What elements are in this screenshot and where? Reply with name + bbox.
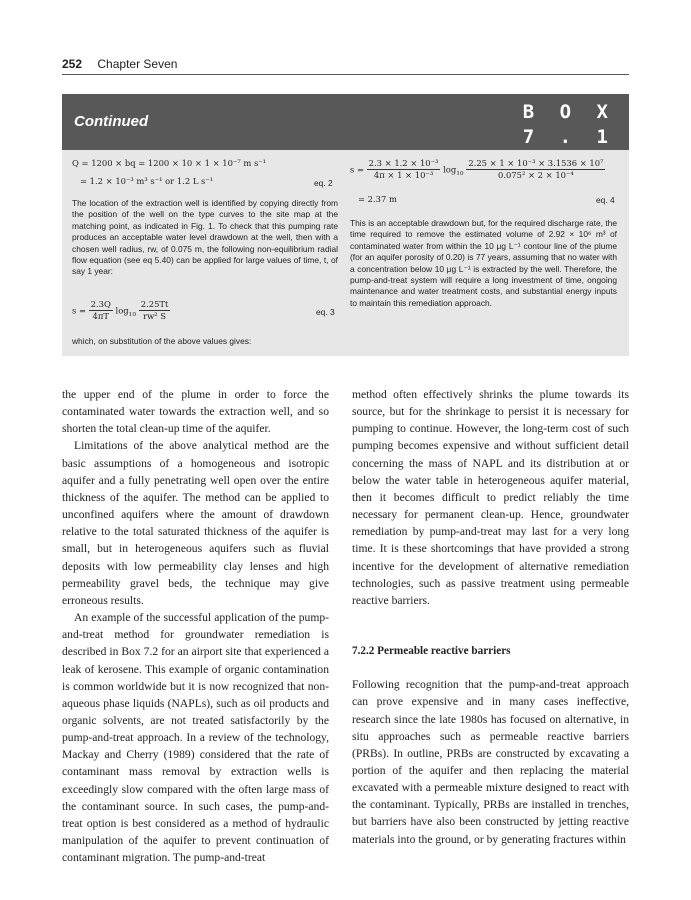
equation-4-number: eq. 4 (596, 195, 615, 205)
body-paragraph: Following recognition that the pump-and-treat approach can prove expensive and in many cases ineffective, research since the late 1980s has focused on alternative, in situ approaches such as permeable reactive barriers (PRBs). In outline, PRBs are constructed by excavating a portion of the aquifer and then replacing the material excavated with a permeable mixture designed to react with the contaminant. Typically, PRBs are installed in trenches, but barriers have also been constructed by jetting reactive materials into the ground, or by generating fractures within (352, 678, 629, 846)
box-paragraph-location: The location of the extraction well is identified by copying directly from the position of the well on the type curves to the site map at the matching point, as indicated in Fig. 1. To check that this pumping rate produces an acceptable water level drawdown at the well, then with a chosen well radius, rw, of 0.075 m, the following non-equilibrium radial flow equation (see eq 5.40) can be applied for large values of time, t, of say 1 year: (72, 198, 338, 277)
equation-1-line1: Q = 1200 × bq = 1200 × 10 × 1 × 10⁻⁷ m s⁻¹ (72, 158, 267, 168)
equation-3-number: eq. 3 (316, 307, 335, 317)
eq3-denominator-1: 4πT (92, 311, 109, 322)
body-column-left (62, 386, 329, 866)
eq3-numerator-2: 2.25Tt (139, 299, 171, 311)
eq4-numerator-1: 2.3 × 1.2 × 10⁻³ (367, 158, 441, 170)
eq4-log-base: 10 (456, 171, 464, 178)
eq4-denominator-2: 0.075² × 2 × 10⁻⁴ (497, 170, 574, 181)
equation-2-number: eq. 2 (314, 178, 333, 188)
box-label-line1: B O X (522, 101, 615, 123)
body-paragraph: method often effectively shrinks the plume towards its source, but for the shrinkage to persist it is necessary for pumping to continue. However, the long-term cost of such pumping becomes expensive and without sufficient detail concerning the mass of NAPL and its distribution at or below the water table in heterogeneous aquifer material, then it becomes difficult to predict reliably the time necessary for permanent clean-up. Hence, groundwater remediation by pump-and-treat may last for a very long time. It is these shortcomings that have provided a strong incentive for the development of alternative remediation technologies, such as passive treatment using permeable reactive barriers. (352, 388, 629, 607)
equation-1-line2: = 1.2 × 10⁻³ m³ s⁻¹ or 1.2 L s⁻¹ (80, 176, 214, 186)
body-column-right (352, 386, 629, 848)
box-number (523, 100, 615, 150)
section-heading: 7.2.2 Permeable reactive barriers (352, 645, 511, 658)
body-paragraph: Limitations of the above analytical method are the basic assumptions of a homogeneous and isotropic aquifer and a fully penetrating well open over the entire thickness of the aquifer. The method can be applied to unconfined aquifers where the amount of drawdown relative to the total saturated thickness of the aquifer is small, but in heterogeneous aquifers such as fluvial deposits with low permeability clay lenses and high permeability gravel beds, the technique may give erroneous results. (62, 439, 329, 607)
eq3-numerator-1: 2.3Q (89, 299, 113, 311)
equation-4 (350, 158, 605, 182)
box-7-1 (62, 94, 629, 356)
eq3-log-base: 10 (128, 312, 137, 319)
eq3-fraction-1 (89, 299, 113, 323)
eq4-numerator-2: 2.25 × 1 × 10⁻³ × 3.1536 × 10⁷ (466, 158, 605, 170)
body-paragraph: An example of the successful application of the pump-and-treat method for groundwater remediation is described in Box 7.2 for an airport site that experienced a leak of kerosene. This example of organic contamination is common worldwide but it is now recognized that non-aqueous phase liquids (NAPLs), such as oil products and organic solvents, are not treated satisfactorily by the pump-and-treat approach. In a review of the technology, Mackay and Cherry (1989) considered that the rate of contaminant mass removal by extraction wells is exceedingly slow compared with the often large mass of the contaminant source. In such cases, the pump-and-treat option is best considered as a method of hydraulic manipulation of the aquifer to prevent continuation of contaminant migration. The pump-and-treat (62, 611, 329, 865)
box-paragraph-substitution: which, on substitution of the above values gives: (72, 336, 252, 346)
box-paragraph-drawdown: This is an acceptable drawdown but, for the required discharge rate, the time required to remove the estimated volume of 2.92 × 10⁶ m³ of contaminated water from within the 10 μg L⁻¹ contour line of the plume (for an aquifer porosity of 0.20) is 77 years, assuming that no water with a concentration below 10 μg L⁻¹ is extracted by the well. Therefore, the pump-and-treat system will require a long investment of time, ongoing maintenance and water treatment costs, and substantial energy inputs to maintain this remediation approach. (350, 218, 617, 308)
eq4-fraction-1 (367, 158, 441, 182)
page-number: 252 (62, 57, 83, 71)
eq3-fraction-2 (139, 299, 171, 323)
eq3-denominator-2: rw² S (143, 311, 167, 322)
eq3-lhs: s = (72, 305, 86, 316)
box-continued-label: Continued (74, 113, 149, 130)
eq4-lhs: s = (350, 164, 364, 175)
header-rule (62, 74, 629, 75)
body-paragraph: the upper end of the plume in order to force the contaminated water towards the extraction well, and so shorten the total clean-up time of the aquifer. (62, 388, 329, 436)
eq4-log: log (443, 164, 457, 175)
running-header (62, 57, 177, 71)
box-label-line2: 7 . 1 (522, 126, 615, 148)
eq4-denominator-1: 4π × 1 × 10⁻³ (373, 170, 434, 181)
equation-4-result: = 2.37 m (358, 194, 397, 204)
equation-3 (72, 299, 170, 323)
box-title-bar (62, 94, 629, 150)
chapter-title: Chapter Seven (97, 57, 178, 71)
eq3-log: log (115, 305, 129, 316)
eq4-fraction-2 (466, 158, 605, 182)
